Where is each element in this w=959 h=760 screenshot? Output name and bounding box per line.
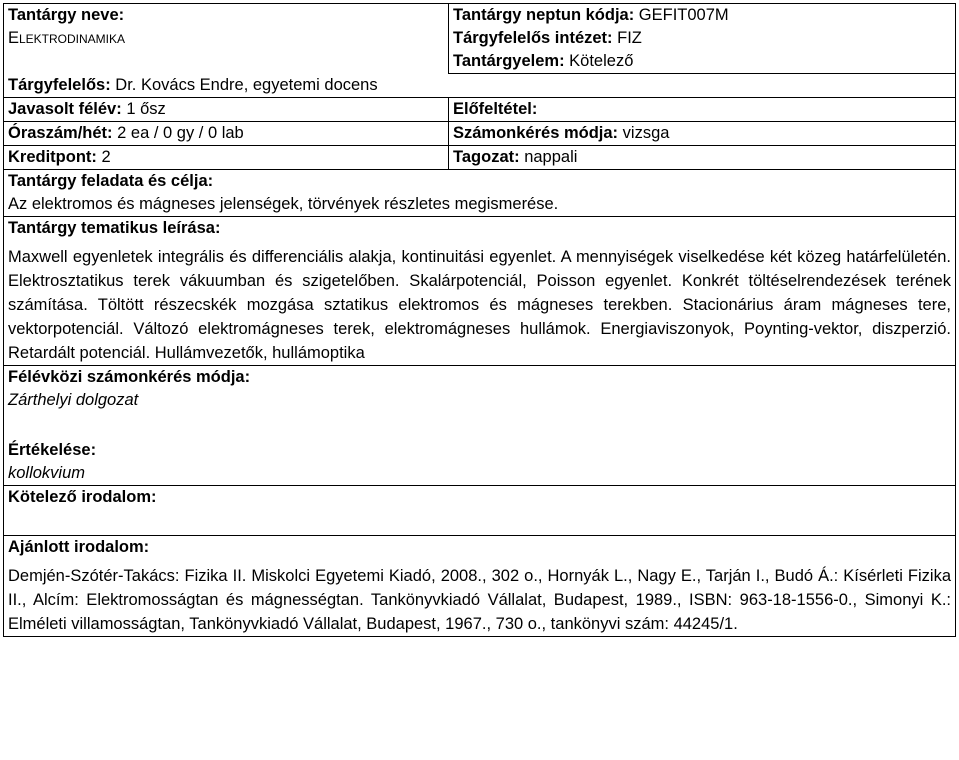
semester-cell [4, 98, 449, 122]
midterm-label: Félévközi számonkérés módja: [8, 368, 251, 386]
prereq-label: Előfeltétel: [453, 100, 538, 118]
section-value: nappali [524, 148, 578, 166]
goal-label: Tantárgy feladata és célja: [8, 172, 214, 190]
section-label: Tagozat: [453, 148, 520, 166]
required-literature-cell [4, 486, 956, 536]
goal-cell [4, 170, 956, 217]
description-cell [4, 217, 956, 366]
responsible-value: Dr. Kovács Endre, egyetemi docens [115, 76, 378, 94]
recommended-literature-cell [4, 536, 956, 637]
subject-name-label: Tantárgy neve: [8, 6, 125, 24]
hours-value: 2 ea / 0 gy / 0 lab [117, 124, 244, 142]
hours-cell [4, 122, 449, 146]
neptun-label: Tantárgy neptun kódja: [453, 6, 635, 24]
recommended-literature-text: Demjén-Szótér-Takács: Fizika II. Miskolci Egyetemi Kiadó, 2008., 302 o., Hornyák L., Nagy E., Tarján I., Budó Á.: Kísérleti Fizika II., Alcím: Elektromosságtan és mágnességtan. Tankönyvkiadó Vállalat, Budapest, 1989., ISBN: 963-18-1556-0., Simonyi K.: Elméleti villamosságtan, Tankönyvkiadó Vállalat, Budapest, 1967., 730 o., tankönyvi szám: 44245/1. [8, 567, 951, 633]
recommended-literature-label: Ajánlott irodalom: [8, 538, 150, 556]
section-cell [449, 146, 956, 170]
element-value: Kötelező [569, 52, 634, 70]
exam-value: vizsga [622, 124, 670, 142]
neptun-value: GEFIT007M [638, 6, 729, 24]
responsible-cell [4, 74, 956, 98]
subject-datasheet [3, 3, 956, 637]
subject-codes-cell [449, 4, 956, 74]
required-literature-label: Kötelező irodalom: [8, 488, 157, 506]
subject-name-value: Elektrodinamika [8, 29, 126, 47]
prereq-cell [449, 98, 956, 122]
semester-label: Javasolt félév: [8, 100, 122, 118]
institute-label: Tárgyfelelős intézet: [453, 29, 613, 47]
exam-cell [449, 122, 956, 146]
evaluation-value: kollokvium [8, 464, 86, 482]
exam-label: Számonkérés módja: [453, 124, 619, 142]
semester-value: 1 ősz [126, 100, 166, 118]
description-text: Maxwell egyenletek integrális és differenciális alakja, kontinuitási egyenlet. A mennyiségek viselkedése két közeg határfelületén. Elektrosztatikus terek vákuumban és szigetelőben. Skalárpotenciál, Poisson egyenlet. Konkrét töltéselrendezések terének számítása. Töltött részecskék mozgása sztatikus elektromos és mágneses terekben. Stacionárius áram mágneses tere, vektorpotenciál. Változó elektromágneses terek, elektromágneses hullámok. Energiaviszonyok, Poynting-vektor, diszperzió. Retardált potenciál. Hullámvezetők, hullámoptika [8, 248, 951, 362]
evaluation-label: Értékelése: [8, 441, 97, 459]
credit-label: Kreditpont: [8, 148, 97, 166]
hours-label: Óraszám/hét: [8, 124, 113, 142]
midterm-value: Zárthelyi dolgozat [8, 391, 139, 409]
subject-name-cell [4, 4, 449, 74]
credit-cell [4, 146, 449, 170]
goal-text: Az elektromos és mágneses jelenségek, törvények részletes megismerése. [8, 195, 559, 213]
credit-value: 2 [101, 148, 111, 166]
institute-value: FIZ [617, 29, 642, 47]
responsible-label: Tárgyfelelős: [8, 76, 111, 94]
description-label: Tantárgy tematikus leírása: [8, 219, 221, 237]
assessment-cell [4, 366, 956, 486]
element-label: Tantárgyelem: [453, 52, 565, 70]
